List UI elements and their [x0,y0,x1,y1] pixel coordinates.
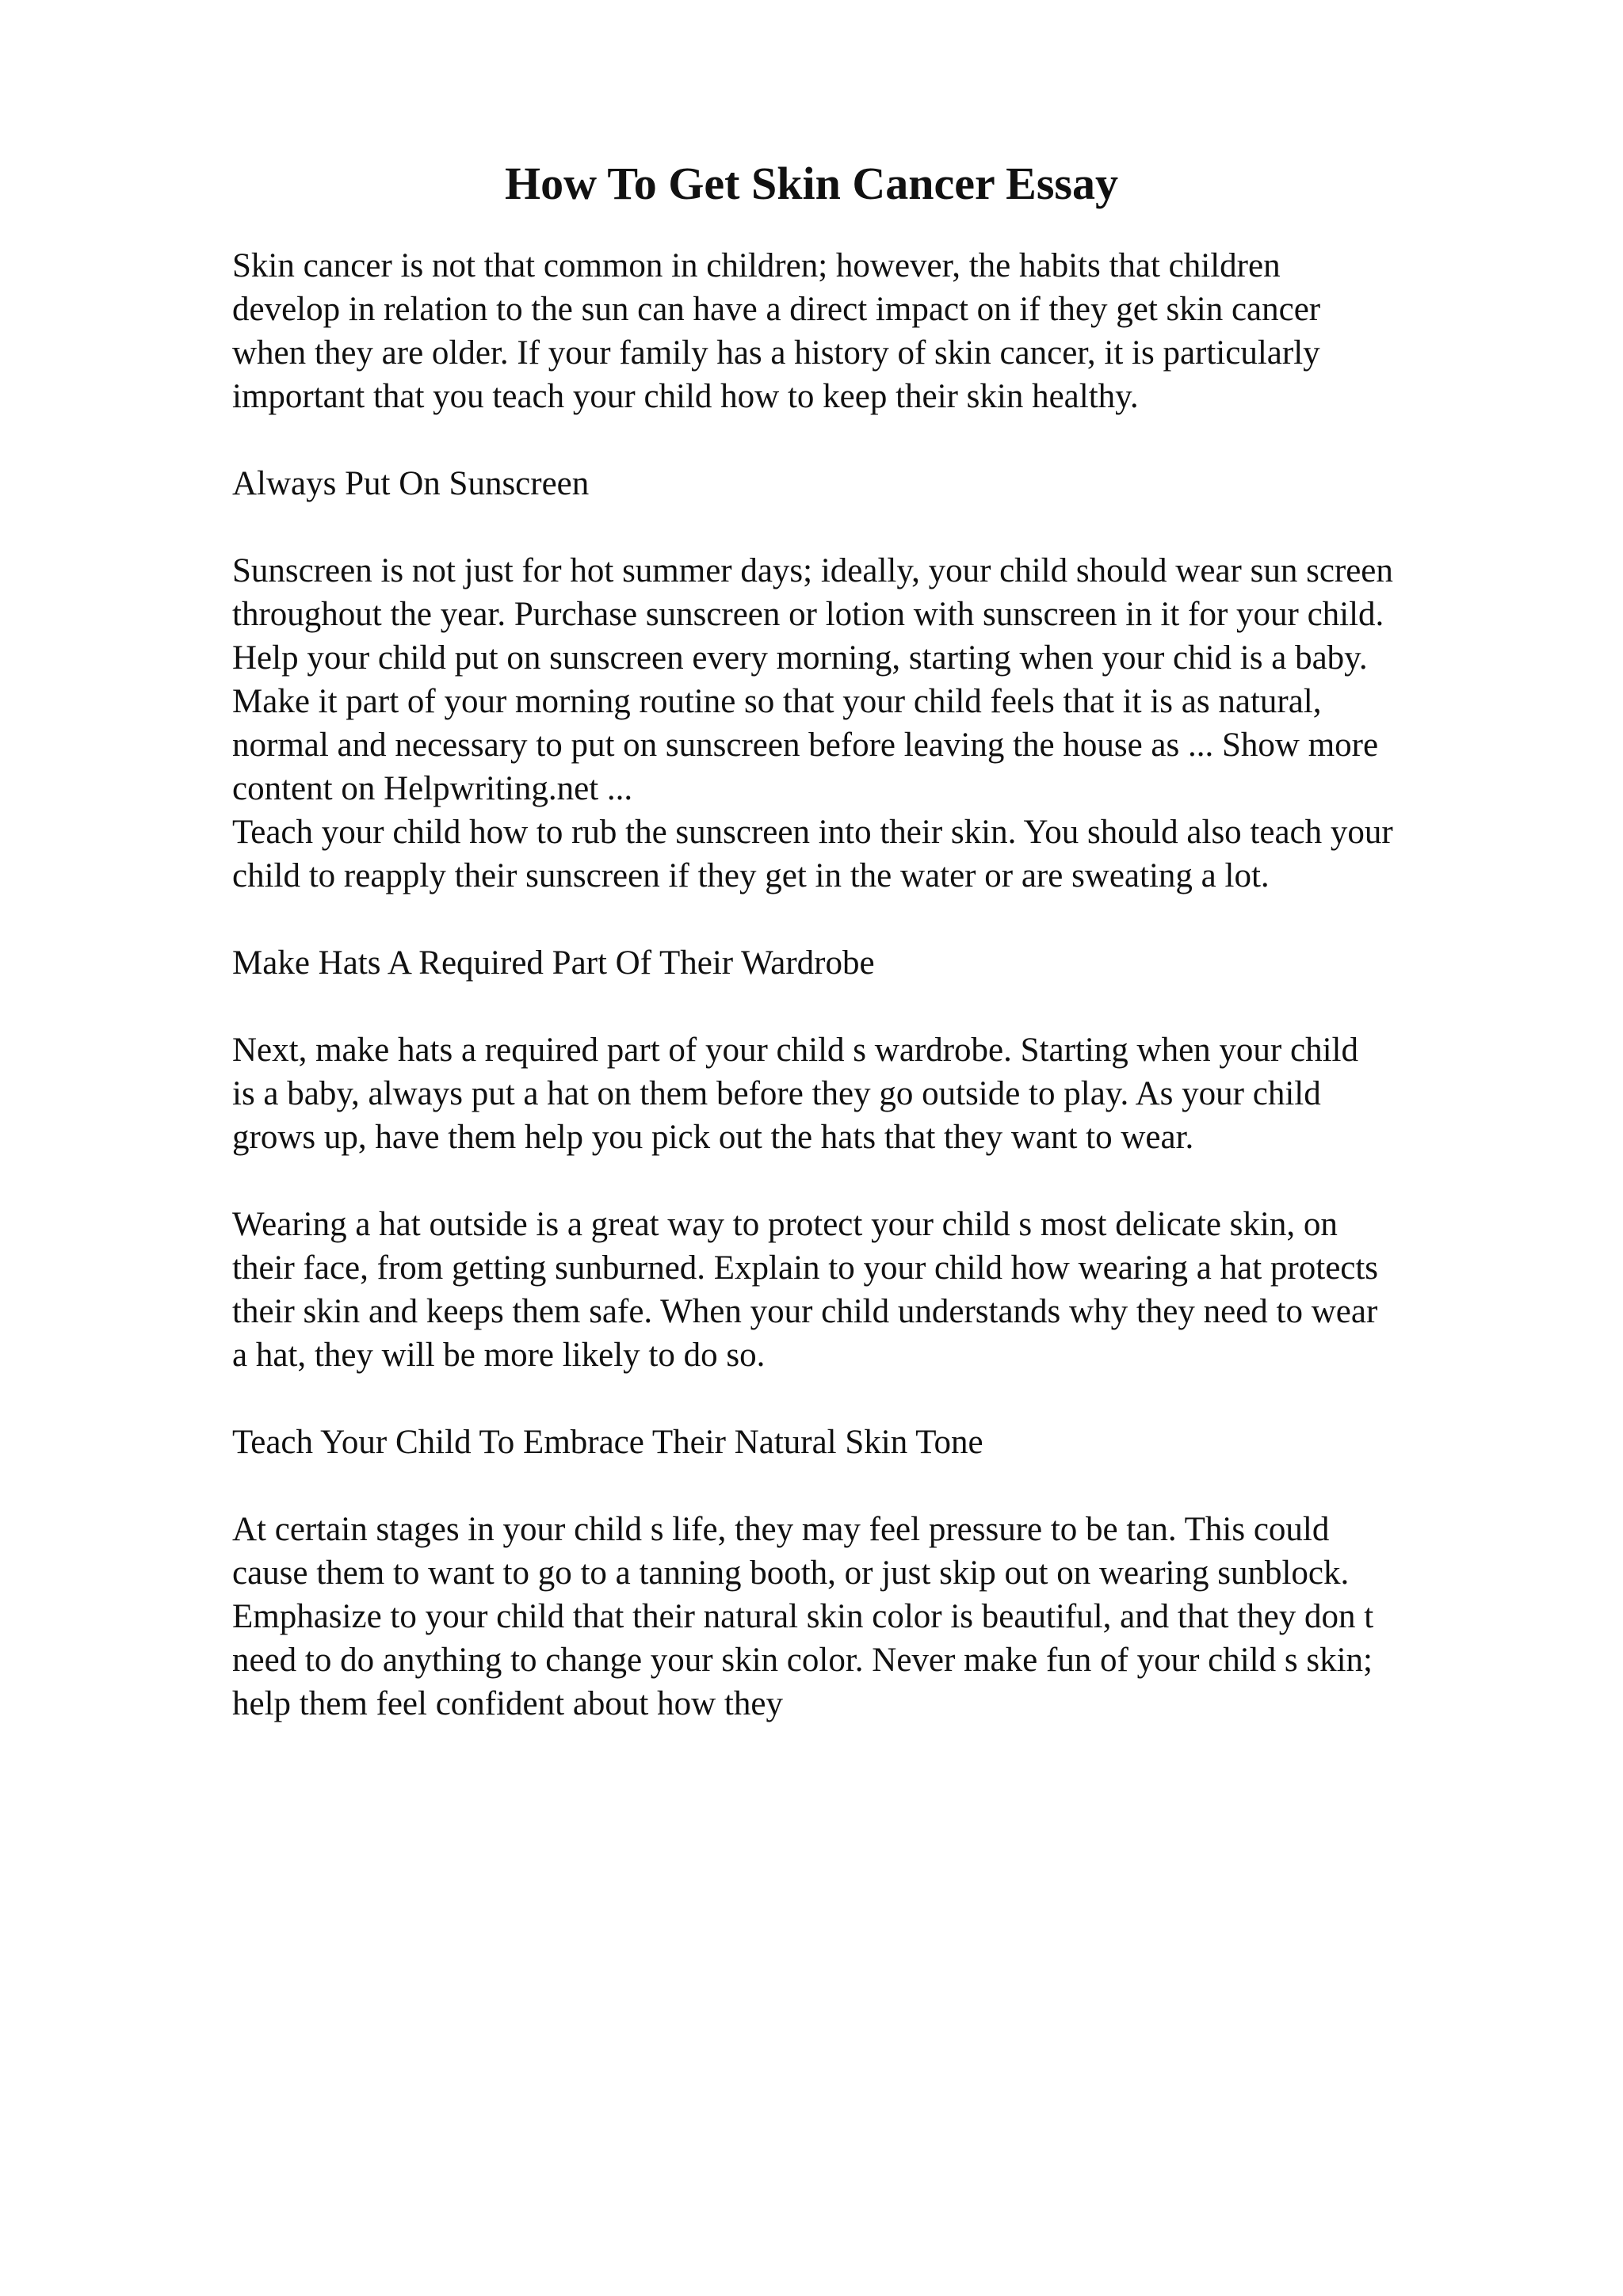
text-line: grows up, have them help you pick out the hats that they want to wear. [232,1119,1194,1156]
paragraph-intro [232,244,1516,418]
text-line: normal and necessary to put on sunscreen before leaving the house as ... Show more [232,727,1379,764]
text-line: when they are older. If your family has a history of skin cancer, it is particularly [232,334,1320,372]
text-line: throughout the year. Purchase sunscreen or lotion with sunscreen in it for your child. [232,596,1384,633]
text-line: Next, make hats a required part of your child s wardrobe. Starting when your child [232,1032,1358,1069]
text-line: Make it part of your morning routine so that your child feels that it is as natural, [232,683,1322,720]
text-line: need to do anything to change your skin color. Never make fun of your child s skin; [232,1642,1373,1679]
section-heading-hats [232,941,1516,985]
text-line: a hat, they will be more likely to do so. [232,1337,766,1374]
text-line: Help your child put on sunscreen every morning, starting when your chid is a baby. [232,639,1368,677]
paragraph-wearing-hat [232,1203,1516,1377]
text-line: their face, from getting sunburned. Explain to your child how wearing a hat protects [232,1249,1379,1287]
text-line: At certain stages in your child s life, they may feel pressure to be tan. This could [232,1511,1330,1548]
text-line: Emphasize to your child that their natural skin color is beautiful, and that they don t [232,1598,1374,1635]
section-heading-sunscreen [232,462,1516,505]
text-line: Skin cancer is not that common in children; however, the habits that children [232,247,1281,284]
text-line: Sunscreen is not just for hot summer days; ideally, your child should wear sun screen [232,552,1393,589]
paragraph-skin-tone [232,1508,1516,1726]
text-line: Teach Your Child To Embrace Their Natural Skin Tone [232,1424,983,1461]
text-line: Wearing a hat outside is a great way to protect your child s most delicate skin, on [232,1206,1338,1243]
text-line: child to reapply their sunscreen if they get in the water or are sweating a lot. [232,857,1270,894]
paragraph-sunscreen [232,549,1516,810]
text-line: help them feel confident about how they [232,1685,783,1722]
text-line: cause them to want to go to a tanning booth, or just skip out on wearing sunblock. [232,1554,1350,1592]
paragraph-hats [232,1028,1516,1159]
paragraph-rub-sunscreen [232,810,1516,898]
text-line: Teach your child how to rub the sunscreen into their skin. You should also teach your [232,814,1393,851]
document-body [232,244,1516,1726]
text-line: Always Put On Sunscreen [232,465,590,502]
document-title: How To Get Skin Cancer Essay [504,158,1119,209]
text-line: develop in relation to the sun can have a direct impact on if they get skin cancer [232,291,1321,328]
section-heading-skin-tone [232,1421,1516,1464]
text-line: Make Hats A Required Part Of Their Wardrobe [232,944,875,982]
text-line: is a baby, always put a hat on them before they go outside to play. As your child [232,1075,1321,1112]
text-line: their skin and keeps them safe. When your child understands why they need to wear [232,1293,1378,1330]
text-line: content on Helpwriting.net ... [232,770,633,807]
text-line: important that you teach your child how to keep their skin healthy. [232,378,1139,415]
